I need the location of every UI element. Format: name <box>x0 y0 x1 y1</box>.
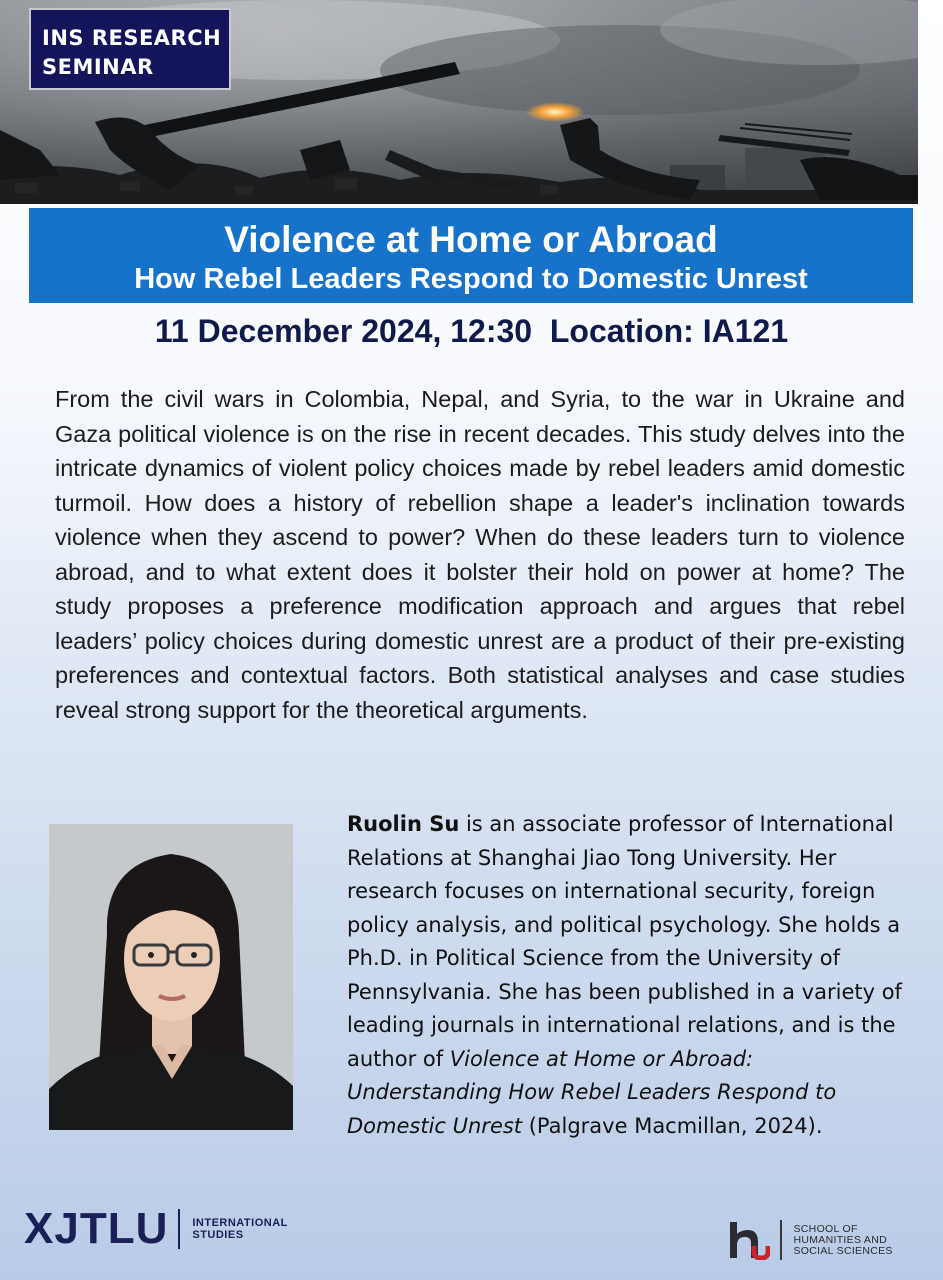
school-logo <box>726 1216 893 1264</box>
seminar-badge <box>29 8 231 90</box>
xjtlu-unit-name <box>192 1217 288 1241</box>
badge-line-2: SEMINAR <box>42 55 154 79</box>
school-divider <box>780 1220 782 1260</box>
school-line-3: SOCIAL SCIENCES <box>793 1244 893 1257</box>
hero-banner <box>0 0 918 204</box>
speaker-photo <box>49 824 293 1130</box>
school-name <box>794 1224 893 1257</box>
hss-mark-icon <box>726 1220 770 1260</box>
speaker-name: Ruolin Su <box>347 812 460 836</box>
xjtlu-wordmark: XJTLU <box>24 1204 169 1253</box>
book-publisher: (Palgrave Macmillan, 2024). <box>522 1113 823 1138</box>
bio-text: is an associate professor of International Relations at Shanghai Jiao Tong University. Her research focuses on international security, foreign policy analysis, and political psychology. She holds a Ph.D. in Political Science from the University of Pennsylvania. She has been published in a variety of leading journals in international relations, and is the author of <box>347 812 902 1071</box>
date-location: 11 December 2024, 12:30 Location: IA121 <box>154 313 789 349</box>
abstract-text: From the civil wars in Colombia, Nepal, and Syria, to the war in Ukraine and Gaza political violence is on the rise in recent decades. This study delves into the intricate dynamics of violent policy choices made by rebel leaders amid domestic turmoil. How does a history of rebellion shape a leader's inclination towards violence when they ascend to power? When do these leaders turn to violence abroad, and to what extent does it bolster their hold on power at home? The study proposes a preference modification approach and argues that rebel leaders’ policy choices during domestic unrest are a product of their pre-existing preferences and contextual factors. Both statistical analyses and case studies reveal strong support for the theoretical arguments. <box>55 386 905 723</box>
talk-title: Violence at Home or Abroad <box>224 219 718 260</box>
unit-line-1: INTERNATIONAL <box>192 1217 288 1229</box>
book-title: Violence at Home or Abroad: Understanding How Rebel Leaders Respond to Domestic Unrest <box>347 1046 837 1138</box>
badge-line-1: INS RESEARCH <box>42 26 222 50</box>
xjtlu-logo <box>24 1206 288 1252</box>
school-line-2: HUMANITIES AND <box>793 1233 887 1246</box>
school-line-1: SCHOOL OF <box>793 1222 858 1235</box>
speaker-bio <box>347 808 907 1143</box>
title-bar <box>29 208 913 303</box>
speaker-portrait <box>49 824 293 1130</box>
unit-line-2: STUDIES <box>192 1229 244 1241</box>
talk-subtitle: How Rebel Leaders Respond to Domestic Unrest <box>134 263 808 295</box>
logo-divider <box>178 1209 180 1249</box>
